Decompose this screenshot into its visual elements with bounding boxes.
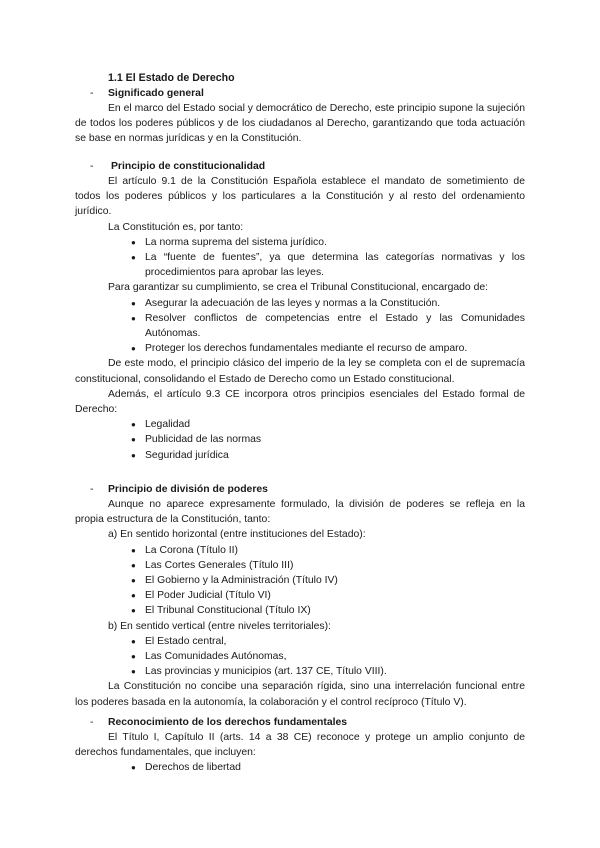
list-item-text: Derechos de libertad — [145, 762, 241, 774]
section-constitucionalidad — [75, 159, 525, 463]
bullet-icon: ● — [131, 667, 136, 677]
bullet-list — [75, 760, 525, 775]
bullet-icon: ● — [131, 298, 136, 308]
bullet-list — [75, 296, 525, 357]
list-item — [75, 235, 525, 250]
list-item-text: Las Comunidades Autónomas, — [145, 651, 287, 663]
paragraph: b) En sentido vertical (entre niveles territoriales): — [108, 620, 331, 632]
paragraph: La Constitución es, por tanto: — [108, 221, 244, 233]
list-item-text: La Corona (Título II) — [145, 544, 238, 556]
paragraph: a) En sentido horizontal (entre instituciones del Estado): — [108, 529, 366, 541]
list-item — [75, 296, 525, 311]
list-item-text: Proteger los derechos fundamentales mediante el recurso de amparo. — [145, 343, 468, 355]
list-item-text: Las provincias y municipios (art. 137 CE, Título VIII). — [145, 666, 387, 678]
list-item — [75, 311, 525, 341]
section-heading — [75, 715, 525, 730]
list-item — [75, 603, 525, 618]
paragraph: La Constitución no concibe una separación rígida, sino una interrelación funcional entre los poderes basada en la autonomía, la colaboración y el control recíproco (Título V). — [75, 681, 525, 708]
bullet-icon: ● — [131, 652, 136, 662]
list-item — [75, 573, 525, 588]
bullet-icon: ● — [131, 636, 136, 646]
bullet-icon: ● — [131, 545, 136, 555]
list-item — [75, 432, 525, 447]
list-item — [75, 341, 525, 356]
paragraph: En el marco del Estado social y democrático de Derecho, este principio supone la sujeción de todos los poderes públicos y de los ciudadanos al Derecho, garantizando que toda actuación se base en normas jurídicas y en la Constitución. — [75, 103, 526, 145]
bullet-list — [75, 543, 525, 619]
list-item — [75, 558, 525, 573]
paragraph: El artículo 9.1 de la Constitución Española establece el mandato de sometimiento de todos los poderes públicos y los particulares a la Constitución y al resto del ordenamiento jurídico. — [75, 176, 525, 218]
list-item-text: La norma suprema del sistema jurídico. — [145, 236, 327, 248]
bullet-icon: ● — [131, 313, 136, 323]
bullet-icon: ● — [131, 606, 136, 616]
list-item-text: Resolver conflictos de competencias entre el Estado y las Comunidades Autónomas. — [145, 312, 525, 340]
section-division-poderes — [75, 482, 525, 710]
section-heading — [75, 482, 525, 497]
section-title: Significado general — [108, 88, 204, 99]
list-item-text: Las Cortes Generales (Título III) — [145, 559, 294, 571]
bullet-list — [75, 235, 525, 281]
bullet-icon: ● — [131, 763, 136, 773]
list-item — [75, 543, 525, 558]
bullet-list — [75, 417, 525, 463]
list-item — [75, 634, 525, 649]
paragraph: Aunque no aparece expresamente formulado, la división de poderes se refleja en la propia estructura de la Constitución, tanto: — [75, 499, 525, 526]
list-item-text: Asegurar la adecuación de las leyes y normas a la Constitución. — [145, 297, 441, 309]
page-title: 1.1 El Estado de Derecho — [108, 72, 235, 84]
list-item-text: La “fuente de fuentes”, ya que determina las categorías normativas y los procedimientos para aprobar las leyes. — [145, 252, 525, 279]
list-item-text: Legalidad — [145, 419, 191, 431]
bullet-icon: ● — [131, 435, 136, 445]
paragraph: El Título I, Capítulo II (arts. 14 a 38 CE) reconoce y protege un amplio conjunto de derechos fundamentales, que incluyen: — [75, 732, 525, 759]
section-title: Reconocimiento de los derechos fundamentales — [108, 717, 348, 728]
bullet-icon: ● — [131, 576, 136, 586]
bullet-icon: ● — [131, 253, 136, 263]
bullet-icon: ● — [131, 420, 136, 430]
section-heading — [75, 159, 525, 174]
paragraph: Para garantizar su cumplimiento, se crea el Tribunal Constitucional, encargado de: — [108, 282, 489, 294]
bullet-icon: ● — [131, 560, 136, 570]
list-item-text: Publicidad de las normas — [145, 434, 262, 446]
list-item-text: Seguridad jurídica — [145, 449, 229, 461]
bullet-icon: ● — [131, 237, 136, 247]
list-item-text: El Tribunal Constitucional (Título IX) — [145, 605, 311, 617]
list-item — [75, 448, 525, 463]
list-item — [75, 250, 525, 280]
bullet-icon: ● — [131, 344, 136, 354]
paragraph: Además, el artículo 9.3 CE incorpora otros principios esenciales del Estado formal de Derecho: — [75, 388, 525, 416]
section-dash: - — [90, 161, 94, 172]
section-title: Principio de constitucionalidad — [111, 161, 266, 172]
section-dash: - — [90, 484, 94, 495]
list-item-text: El Poder Judicial (Título VI) — [145, 590, 271, 602]
list-item — [75, 664, 525, 679]
list-item-text: El Estado central, — [145, 635, 227, 647]
list-item — [75, 588, 525, 603]
section-title: Principio de división de poderes — [108, 484, 268, 495]
section-dash: - — [90, 88, 94, 99]
section-heading — [75, 86, 525, 101]
section-derechos-fundamentales — [75, 715, 525, 776]
list-item — [75, 649, 525, 664]
list-item — [75, 760, 525, 775]
bullet-icon: ● — [131, 450, 136, 460]
list-item — [75, 417, 525, 432]
section-dash: - — [90, 717, 94, 728]
bullet-icon: ● — [131, 591, 136, 601]
bullet-list — [75, 634, 525, 680]
section-intro — [75, 71, 525, 147]
paragraph: De este modo, el principio clásico del imperio de la ley se completa con el de supremacía constitucional, consolidando el Estado de Derecho como un Estado constitucional. — [75, 358, 525, 385]
list-item-text: El Gobierno y la Administración (Título IV) — [145, 575, 338, 587]
